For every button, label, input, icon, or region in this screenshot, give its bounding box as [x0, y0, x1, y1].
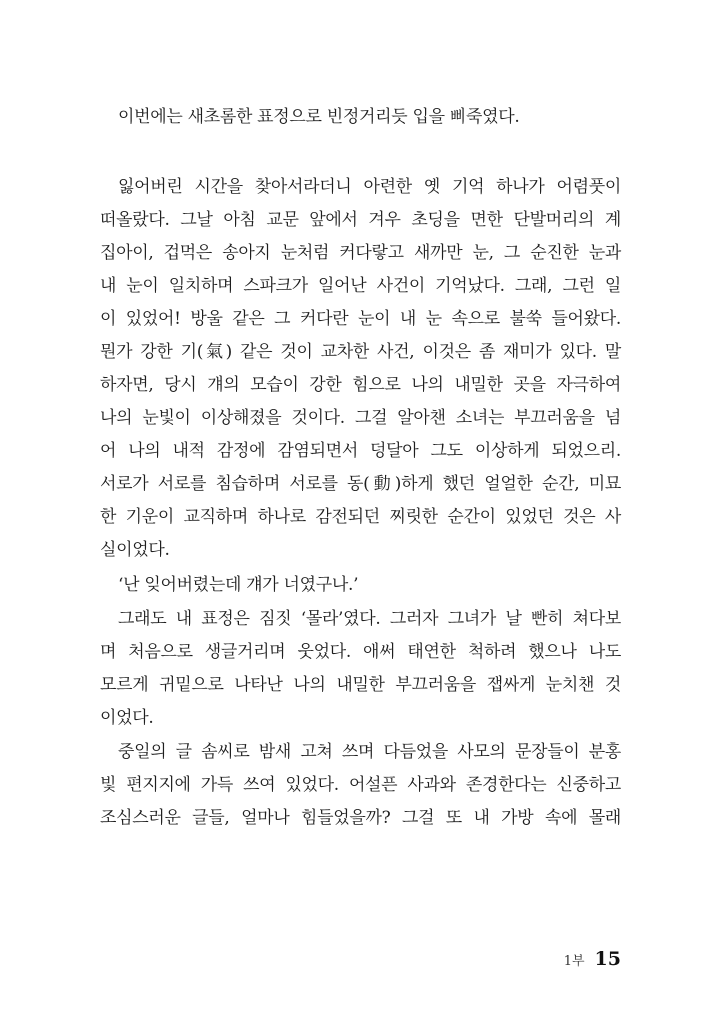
- text-line: 내 눈이 일치하며 스파크가 일어난 사건이 기억났다. 그래, 그런 일: [100, 276, 621, 296]
- text-line: 집아이, 겁먹은 송아지 눈처럼 커다랗고 새까만 눈, 그 순진한 눈과: [100, 243, 621, 263]
- text-line: 한 기운이 교직하며 하나로 감전되던 찌릿한 순간이 있었던 것은 사: [100, 507, 621, 527]
- text-line: 이 있었어! 방울 같은 그 커다란 눈이 내 눈 속으로 불쑥 들어왔다.: [100, 309, 621, 329]
- part-label: 1부: [563, 954, 585, 969]
- text-line: 떠올랐다. 그날 아침 교문 앞에서 겨우 초딩을 면한 단발머리의 계: [100, 210, 621, 230]
- text-line: 이번에는 새초롬한 표정으로 빈정거리듯 입을 삐죽였다.: [118, 107, 520, 127]
- text-line: 하자면, 당시 걔의 모습이 강한 힘으로 나의 내밀한 곳을 자극하여: [100, 375, 621, 395]
- text-line: 실이었다.: [100, 540, 170, 560]
- text-line: 빛 편지지에 가득 쓰여 있었다. 어설픈 사과와 존경한다는 신중하고: [100, 775, 621, 795]
- text-line: 나의 눈빛이 이상해졌을 것이다. 그걸 알아챈 소녀는 부끄러움을 넘: [100, 408, 621, 428]
- page-footer: [520, 948, 621, 976]
- text-line: 어 나의 내적 감정에 감염되면서 덩달아 그도 이상하게 되었으리.: [100, 441, 621, 461]
- text-line: 뭔가 강한 기(氣) 같은 것이 교차한 사건, 이것은 좀 재미가 있다. 말: [100, 342, 621, 362]
- text-line: 중일의 글 솜씨로 밤새 고쳐 쓰며 다듬었을 사모의 문장들이 분홍: [118, 742, 621, 762]
- text-line: 조심스러운 글들, 얼마나 힘들었을까? 그걸 또 내 가방 속에 몰래: [100, 808, 621, 828]
- page-number: 15: [594, 948, 621, 970]
- text-line: ‘난 잊어버렸는데 걔가 너였구나.’: [118, 575, 359, 595]
- text-line: 며 처음으로 생글거리며 웃었다. 애써 태연한 척하려 했으나 나도: [100, 642, 621, 662]
- text-line: 이었다.: [100, 708, 154, 728]
- text-line: 서로가 서로를 침습하며 서로를 동(動)하게 했던 얼얼한 순간, 미묘: [100, 474, 621, 494]
- text-line: 모르게 귀밑으로 나타난 나의 내밀한 부끄러움을 잽싸게 눈치챈 것: [100, 675, 621, 695]
- text-line: 잃어버린 시간을 찾아서라더니 아련한 옛 기억 하나가 어렴풋이: [118, 177, 621, 197]
- text-line: 그래도 내 표정은 짐짓 ‘몰라’였다. 그러자 그녀가 날 빤히 쳐다보: [118, 609, 621, 629]
